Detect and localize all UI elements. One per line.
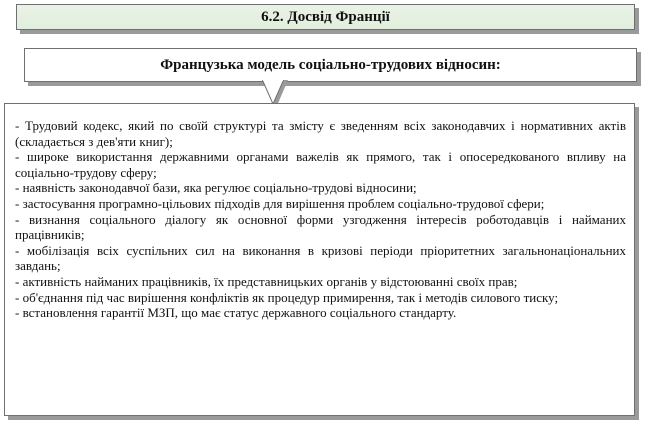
features-list-box — [4, 103, 635, 416]
section-title-banner — [16, 4, 635, 30]
section-title: 6.2. Досвід Франції — [261, 8, 390, 25]
list-item: - мобілізація всіх суспільних сил на виконання в кризові періоди пріоритетних загальнонаціональних завдань; — [15, 242, 626, 274]
callout-title: Французька модель соціально-трудових відносин: — [160, 56, 501, 73]
callout-box — [24, 48, 637, 82]
list-item: - Трудовий кодекс, який по своїй структурі та змісту є зведенням всіх законодавчих і нормативних актів (складається з дев'яти книг); — [15, 118, 626, 149]
list-item: - застосування програмно-цільових підходів для вирішення проблем соціально-трудової сфери; — [15, 195, 545, 211]
list-item: - встановлення гарантії МЗП, що має статус державного соціального стандарту. — [15, 305, 457, 321]
list-item: - об'єднання під час вирішення конфліктів як процедур примирення, так і методів силового тиску; — [15, 289, 559, 305]
list-item: - наявність законодавчої бази, яка регулює соціально-трудові відносини; — [15, 180, 417, 196]
list-item: - активність найманих працівників, їх представницьких органів у відстоюванні своїх прав; — [15, 273, 518, 289]
list-item: - широке використання державними органами важелів як прямого, так і опосередкованого впливу на соціально-трудову сферу; — [15, 149, 626, 180]
list-item: - визнання соціального діалогу як основної форми узгодження інтересів роботодавців і найманих працівників; — [15, 211, 626, 243]
